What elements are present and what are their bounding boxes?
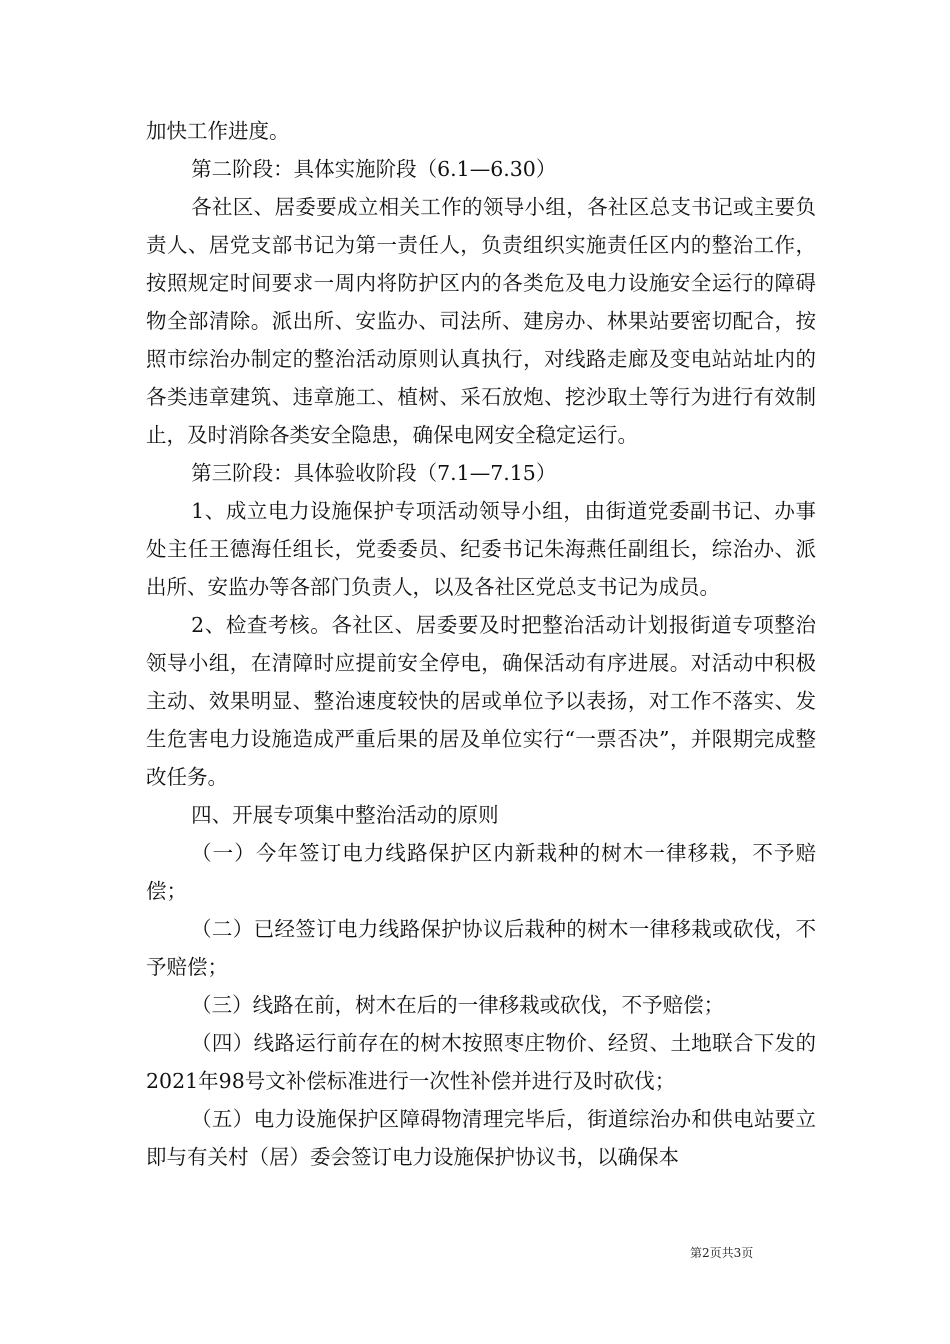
principle-2: （二）已经签订电力线路保护协议后栽种的树木一律移栽或砍伐，不予赔偿； — [146, 917, 816, 979]
principle-5: （五）电力设施保护区障碍物清理完毕后，街道综治办和供电站要立即与有关村（居）委会签订电力设施保护协议书，以确保本 — [146, 1107, 816, 1169]
stage-three-heading: 第三阶段：具体验收阶段（7.1—7.15） — [191, 461, 557, 485]
principle-1: （一）今年签订电力线路保护区内新栽种的树木一律移栽，不予赔偿； — [146, 841, 816, 903]
document-body — [146, 112, 816, 1176]
section-four-heading: 四、开展专项集中整治活动的原则 — [191, 803, 499, 827]
paragraph-continuation: 加快工作进度。 — [146, 119, 290, 143]
item-2-inspection: 2、检查考核。各社区、居委要及时把整治活动计划报街道专项整治领导小组，在清障时应提前安全停电，确保活动有序进展。对活动中积极主动、效果明显、整治速度较快的居或单位予以表扬，对工作不落实、发生危害电力设施造成严重后果的居及单位实行“一票否决”，并限期完成整改任务。 — [146, 613, 816, 789]
stage-two-body: 各社区、居委要成立相关工作的领导小组，各社区总支书记或主要负责人、居党支部书记为第一责任人，负责组织实施责任区内的整治工作，按照规定时间要求一周内将防护区内的各类危及电力设施安全运行的障碍物全部清除。派出所、安监办、司法所、建房办、林果站要密切配合，按照市综治办制定的整治活动原则认真执行，对线路走廊及变电站站址内的各类违章建筑、违章施工、植树、采石放炮、挖沙取土等行为进行有效制止，及时消除各类安全隐患，确保电网安全稳定运行。 — [146, 195, 816, 447]
principle-3: （三）线路在前，树木在后的一律移栽或砍伐，不予赔偿； — [191, 993, 725, 1017]
stage-two-heading: 第二阶段：具体实施阶段（6.1—6.30） — [191, 157, 557, 181]
page-number: 第2页共3页 — [690, 1246, 754, 1260]
item-1-leadership-group: 1、成立电力设施保护专项活动领导小组，由街道党委副书记、办事处主任王德海任组长，党委委员、纪委书记朱海燕任副组长，综治办、派出所、安监办等各部门负责人，以及各社区党总支书记为成员。 — [146, 499, 816, 599]
principle-4: （四）线路运行前存在的树木按照枣庄物价、经贸、土地联合下发的2021年98号文补偿标准进行一次性补偿并进行及时砍伐； — [146, 1031, 816, 1093]
